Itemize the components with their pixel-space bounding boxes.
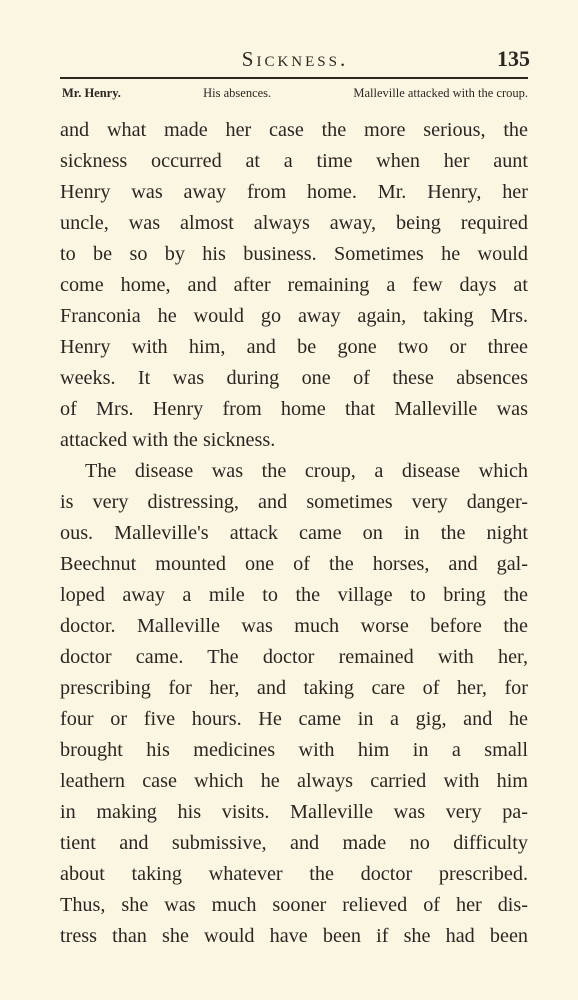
- running-head: [60, 44, 530, 74]
- text-line: come home, and after remaining a few days at: [60, 274, 528, 296]
- text-line: doctor came. The doctor remained with her,: [60, 646, 528, 668]
- text-line: tress than she would have been if she had been: [60, 925, 528, 947]
- text-line: to be so by his business. Sometimes he would: [60, 243, 528, 265]
- text-line: leathern case which he always carried with him: [60, 770, 528, 792]
- text-line: attacked with the sickness.: [60, 429, 276, 451]
- header-rule: [60, 77, 528, 79]
- text-line: loped away a mile to the village to bring the: [60, 584, 528, 606]
- text-line: tient and submissive, and made no difficulty: [60, 832, 528, 854]
- page-number: 135: [497, 46, 530, 71]
- text-line: four or five hours. He came in a gig, and he: [60, 708, 528, 730]
- text-line: doctor. Malleville was much worse before the: [60, 615, 528, 637]
- text-line: Henry with him, and be gone two or three: [60, 336, 528, 358]
- text-line: brought his medicines with him in a small: [60, 739, 528, 761]
- text-line: Beechnut mounted one of the horses, and gal-: [60, 553, 528, 575]
- subhead-2: His absences.: [203, 86, 272, 100]
- chapter-title: Sickness.: [241, 47, 349, 71]
- body-text: [60, 115, 528, 952]
- text-line: of Mrs. Henry from home that Malleville was: [60, 398, 528, 420]
- text-line: uncle, was almost always away, being required: [60, 212, 528, 234]
- text-line: and what made her case the more serious, the: [60, 119, 528, 141]
- text-line: sickness occurred at a time when her aunt: [60, 150, 528, 172]
- text-line: prescribing for her, and taking care of her, for: [60, 677, 528, 699]
- text-line: Franconia he would go away again, taking Mrs.: [60, 305, 528, 327]
- text-line: The disease was the croup, a disease which: [85, 460, 528, 482]
- text-line: in making his visits. Malleville was very pa-: [60, 801, 528, 823]
- text-line: is very distressing, and sometimes very danger-: [60, 491, 528, 513]
- running-title: [60, 44, 530, 74]
- subhead-3: Malleville attacked with the croup.: [353, 86, 528, 100]
- marginal-subheads: [62, 82, 528, 104]
- subhead-1: Mr. Henry.: [62, 86, 121, 100]
- text-line: about taking whatever the doctor prescribed.: [60, 863, 528, 885]
- text-line: weeks. It was during one of these absences: [60, 367, 528, 389]
- text-line: ous. Malleville's attack came on in the night: [60, 522, 528, 544]
- text-line: Thus, she was much sooner relieved of her dis-: [60, 894, 528, 916]
- text-line: Henry was away from home. Mr. Henry, her: [60, 181, 528, 203]
